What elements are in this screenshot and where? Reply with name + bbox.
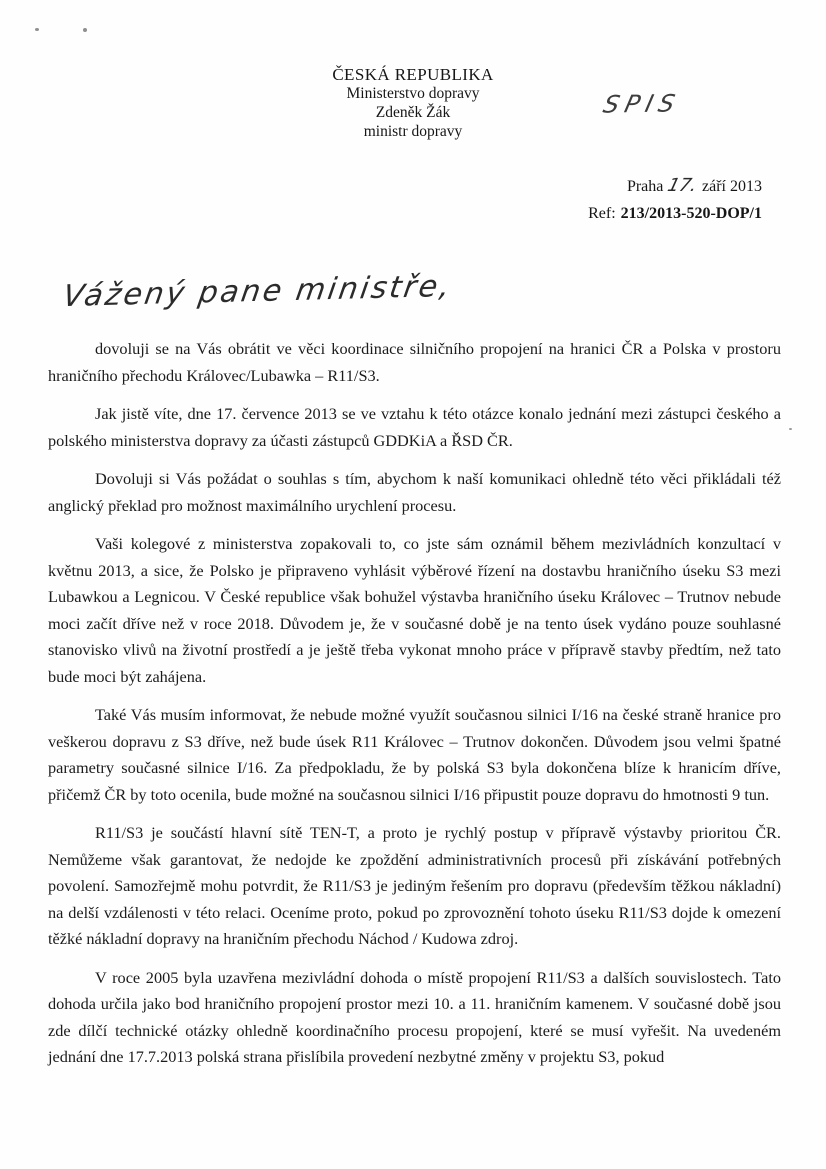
date-reference-block	[588, 172, 762, 227]
paragraph-4: Vaši kolegové z ministerstva zopakovali to, co jste sám oznámil během mezivládních konzultací v květnu 2013, a sice, že Polsko je připraveno vyhlásit výběrové řízení na dostavbu hraničního úseku S3 mezi Lubawkou a Legnicou. V České republice však bohužel výstavba hraničního úseku Královec – Trutnov nebude moci začít dříve než v roce 2018. Důvodem je, že v současné době je na tento úsek vydáno pouze souhlasné stanovisko vlivů na životní prostředí a je ještě třeba vykonat mnoho práce v přípravě stavby předtím, než tato bude moci být zahájena.	[48, 534, 781, 686]
date-line	[588, 172, 762, 200]
paragraph-5: Také Vás musím informovat, že nebude možné využít současnou silnici I/16 na české straně hranice pro veškerou dopravu z S3 dříve, než bude úsek R11 Královec – Trutnov dokončen. Důvodem jsou velmi špatné parametry současné silnice I/16. Za předpokladu, že by polská S3 byla dokončena blíze k hranicím dříve, přičemž ČR by toto ocenila, bude možné na současnou silnici I/16 připustit pouze dopravu do hmotnosti 9 tun.	[48, 705, 781, 804]
letterhead-country: ČESKÁ REPUBLIKA	[332, 65, 494, 84]
reference-number: 213/2013-520-DOP/1	[620, 205, 762, 222]
paragraph-7: V roce 2005 byla uzavřena mezivládní dohoda o místě propojení R11/S3 a dalších souvislostech. Tato dohoda určila jako bod hraničního propojení prostor mezi 10. a 11. hraničním kamenem. V současné době jsou zde dílčí technické otázky ohledně koordinačního procesu propojení, které se musí vyřešit. Na uvedeném jednání dne 17.7.2013 polská strana přislíbila provedení nezbytné změny v projektu S3, pokud	[48, 967, 781, 1066]
letterhead-ministry: Ministerstvo dopravy	[346, 85, 480, 102]
paragraph-2: Jak jistě víte, dne 17. července 2013 se ve vztahu k této otázce konalo jednání mezi zástupci českého a polského ministerstva dopravy za účasti zástupců GDDKiA a ŘSD ČR.	[48, 404, 781, 450]
letterhead-minister-title: ministr dopravy	[363, 123, 463, 140]
paragraph-6: R11/S3 je součástí hlavní sítě TEN-T, a proto je rychlý postup v přípravě výstavby prioritou ČR. Nemůžeme však garantovat, že nedojde ke zpoždění administrativních procesů při získávání potřebných povolení. Samozřejmě mohu potvrdit, že R11/S3 je jediným řešením pro dopravu (především těžkou nákladní) na delší vzdálenosti v této relaci. Oceníme proto, pokud po zprovoznění tohoto úseku R11/S3 dojde k omezení těžké nákladní dopravy na hraničním přechodu Náchod / Kudowa zdroj.	[48, 823, 781, 948]
scan-speck	[789, 428, 792, 430]
paragraph-3: Dovoluji si Vás požádat o souhlas s tím, abychom k naší komunikaci ohledně této věci přikládali též anglický překlad pro možnost maximálního urychlení procesu.	[48, 469, 781, 515]
letter-body	[48, 336, 781, 1083]
letterhead-minister-name: Zdeněk Žák	[375, 104, 451, 121]
scan-speck	[83, 28, 87, 32]
scan-speck	[35, 28, 39, 31]
handwritten-spis-note: SPIS	[600, 89, 684, 119]
date-place: Praha	[626, 178, 664, 195]
paragraph-1: dovoluji se na Vás obrátit ve věci koordinace silničního propojení na hranici ČR a Polska v prostoru hraničního přechodu Královec/Lubawka – R11/S3.	[48, 339, 781, 385]
date-rest: září 2013	[702, 178, 762, 195]
handwritten-salutation: Vážený pane ministře,	[60, 268, 455, 315]
letterhead	[0, 65, 826, 141]
reference-label: Ref:	[588, 205, 616, 222]
handwritten-day-number: 17.	[665, 175, 700, 196]
reference-line	[588, 200, 762, 227]
